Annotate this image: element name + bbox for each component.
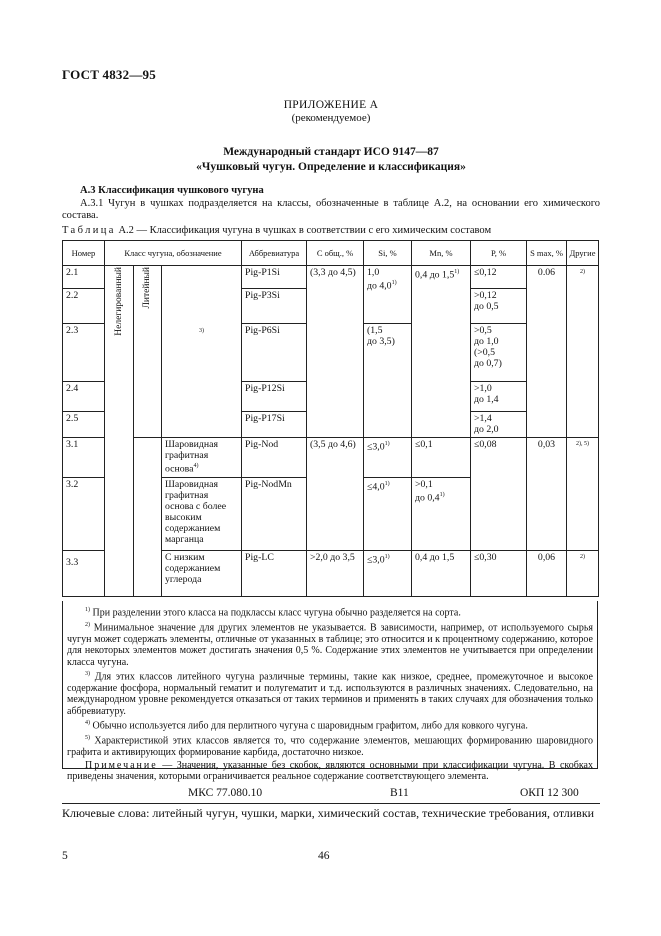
si-value: ≤3,0	[367, 441, 385, 453]
p-value: >0,12	[474, 290, 497, 301]
header-mn: Mn, %	[412, 241, 471, 266]
header-abbr: Аббревиатура	[242, 241, 307, 266]
table-caption	[62, 225, 602, 236]
si-value: (1,5	[367, 325, 383, 336]
footnote-mark: 4)	[85, 720, 90, 727]
row-num: 2.2	[63, 289, 105, 324]
row-num: 3.2	[63, 478, 105, 551]
row-num: 2.3	[63, 324, 105, 382]
mn-value: >0,1	[415, 479, 433, 490]
p-value: до 1,0	[474, 336, 499, 347]
empty-subclass-cell	[134, 438, 162, 597]
p-cell	[471, 324, 527, 382]
foundry-cell	[134, 266, 162, 438]
footnote-mark: 2)	[85, 621, 90, 628]
si-cell	[364, 438, 412, 478]
header-other: Другие	[567, 241, 599, 266]
si-value: 1,0	[367, 267, 380, 278]
page-number-left: 5	[62, 850, 68, 862]
mn-cell: ≤0,1	[412, 438, 471, 478]
row-num: 2.5	[63, 412, 105, 438]
header-num: Номер	[63, 241, 105, 266]
document-header: ГОСТ 4832—95	[62, 67, 156, 82]
row-num: 2.4	[63, 382, 105, 412]
table-notes	[62, 601, 598, 783]
footnote-mark: 3)	[199, 328, 204, 334]
mn-cell: 0,4 до 1,5	[412, 551, 471, 597]
p-value: до 0,5	[474, 301, 499, 312]
footnote-text: При разделении этого класса на подклассы класс чугуна обычно разделяется на сорта.	[92, 607, 461, 619]
class-text: Шаровидная графитная основа	[165, 439, 218, 475]
table-header-row	[63, 241, 599, 266]
appendix-title: ПРИЛОЖЕНИЕ А	[283, 99, 379, 111]
footnote-mark: 1)	[85, 607, 90, 613]
nodular-s-cell: 0,03	[527, 438, 567, 551]
section-title: А.3 Классификация чушкового чугуна	[80, 185, 264, 196]
nodular-other-cell	[567, 438, 599, 551]
section-paragraph: А.3.1 Чугун в чушках подразделяется на классы, обозначенные в таблице А.2, на основании его химического состава.	[62, 198, 600, 221]
header-p: P, %	[471, 241, 527, 266]
footnote-4	[67, 718, 593, 732]
si-value: до 4,0	[367, 280, 392, 292]
footnote-mark: 1)	[391, 280, 397, 286]
footnote-mark: 2)	[580, 554, 585, 560]
note-label: Примечание	[85, 759, 158, 771]
si-cell	[364, 266, 412, 324]
table-caption-text: А.2 — Классификация чугуна в чушках в соответствии с его химическим составом	[118, 225, 492, 236]
p-value: >1,0	[474, 383, 492, 394]
footnote-mark: 4)	[193, 463, 199, 469]
row-num: 3.1	[63, 438, 105, 478]
mn-cell	[412, 478, 471, 551]
mn-value: 0,4 до 1,5	[415, 269, 455, 281]
p-value: >1,4	[474, 413, 492, 424]
mks-code: МКС 77.080.10	[188, 787, 263, 799]
nodular-p-cell: ≤0,08	[471, 438, 527, 551]
footnote-mark: 1)	[384, 481, 390, 487]
p-value: до 1,4	[474, 394, 499, 405]
row-num: 3.3	[63, 551, 105, 597]
header-c: С общ., %	[307, 241, 364, 266]
footnote-text: Минимальное значение для других элементов не указывается. В зависимости, например, от используемого сырья чугун может содержать элементы, отличные от указанных в таблице; это относится и к процентному содержанию, которое для некоторых элементов может достигать значения 0,5 %. Содержание этих элементов не учитывается при определении класса чугуна.	[67, 622, 593, 668]
si-value: ≤3,0	[367, 554, 385, 566]
table-row	[63, 266, 599, 289]
row-class: Шаровидная графитная основа с более высоким содержанием марганца	[162, 478, 242, 551]
table-caption-label: Таблица	[62, 225, 116, 236]
row-abbr: Pig-LC	[242, 551, 307, 597]
p-value: до 0,7)	[474, 358, 502, 369]
si-cell	[364, 551, 412, 597]
foundry-c-cell	[307, 266, 364, 438]
footer-divider	[62, 803, 600, 804]
c-value: (3,3 до 4,5)	[310, 267, 356, 278]
row-class	[162, 438, 242, 478]
foundry-class-cell	[162, 266, 242, 438]
standard-subtitle: «Чушковый чугун. Определение и классификация»	[196, 161, 466, 173]
p-cell	[471, 289, 527, 324]
footnote-text: Обычно используется либо для перлитного чугуна с шаровидным графитом, либо для ковкого чугуна.	[92, 720, 528, 732]
si-value: до 3,5)	[367, 336, 395, 347]
row-abbr: Pig-P12Si	[242, 382, 307, 412]
footnote-mark: 3)	[85, 671, 90, 678]
classification-code: В11	[390, 787, 409, 799]
unalloyed-cell	[105, 266, 134, 597]
table-note	[67, 760, 593, 783]
classification-table	[62, 240, 599, 597]
foundry-label: Литейный	[142, 267, 152, 309]
footnote-1	[67, 605, 593, 619]
row-abbr: Pig-NodMn	[242, 478, 307, 551]
footnote-5	[67, 733, 593, 758]
keywords: Ключевые слова: литейный чугун, чушки, марки, химический состав, технические требования, отливки	[62, 806, 595, 820]
p-value: до 2,0	[474, 424, 499, 435]
p-value: >0,5	[474, 325, 492, 336]
foundry-s-cell: 0.06	[527, 266, 567, 438]
note-text: — Значения, указанные без скобок, являются основными при классификации чугуна. В скобках приведены значения, которыми ограничивается реальное содержание соответствующего элемента.	[67, 759, 593, 783]
header-s: S max, %	[527, 241, 567, 266]
footnote-mark: 2), 5)	[576, 441, 589, 447]
s-cell: 0,06	[527, 551, 567, 597]
footnote-mark: 1)	[384, 441, 390, 447]
page-number-center: 46	[318, 850, 330, 862]
row-num: 2.1	[63, 266, 105, 289]
mn-value: до 0,4	[415, 492, 440, 504]
unalloyed-label: Нелегированный	[113, 267, 124, 336]
footnote-text: Характеристикой этих классов является то, что содержание элементов, мешающих формированию шаровидного графита и активирующих формирование карбида, достаточно низкое.	[67, 735, 593, 759]
p-cell	[471, 382, 527, 412]
table-row	[63, 438, 599, 478]
other-cell	[567, 551, 599, 597]
footnote-mark: 1)	[454, 269, 460, 275]
row-abbr: Pig-P1Si	[242, 266, 307, 289]
okp-code: ОКП 12 300	[520, 787, 579, 799]
p-cell	[471, 412, 527, 438]
p-cell: ≤0,12	[471, 266, 527, 289]
row-abbr: Pig-Nod	[242, 438, 307, 478]
appendix-subtitle: (рекомендуемое)	[291, 112, 371, 124]
row-abbr: Pig-P6Si	[242, 324, 307, 382]
si-cell	[364, 324, 412, 438]
p-value: (>0,5	[474, 347, 496, 358]
row-class: С низким содержанием углерода	[162, 551, 242, 597]
foundry-other-cell	[567, 266, 599, 438]
si-cell	[364, 478, 412, 551]
footnote-mark: 1)	[384, 554, 390, 560]
standard-title: Международный стандарт ИСО 9147—87	[223, 146, 439, 158]
footnote-2	[67, 620, 593, 668]
header-class: Класс чугуна, обозначение	[105, 241, 242, 266]
footnote-mark: 1)	[439, 492, 445, 498]
footnote-3	[67, 669, 593, 717]
c-cell: >2,0 до 3,5	[307, 551, 364, 597]
foundry-mn-cell	[412, 266, 471, 438]
footnote-mark: 2)	[580, 269, 585, 275]
si-value: ≤4,0	[367, 481, 385, 493]
footnote-mark: 5)	[85, 735, 90, 742]
footnote-text: Для этих классов литейного чугуна различные термины, такие как низкое, среднее, промежуточное и высокое содержание фосфора, нормальный гематит и полугематит и т.д. используются в различных значениях. Следовательно, на международном уровне рекомендуется отказаться от таких терминов и применять в таких случаях для обозначения только аббревиатуру.	[67, 671, 593, 717]
header-si: Si, %	[364, 241, 412, 266]
nodular-c-cell: (3,5 до 4,6)	[307, 438, 364, 551]
row-abbr: Pig-P3Si	[242, 289, 307, 324]
row-abbr: Pig-P17Si	[242, 412, 307, 438]
p-cell: ≤0,30	[471, 551, 527, 597]
